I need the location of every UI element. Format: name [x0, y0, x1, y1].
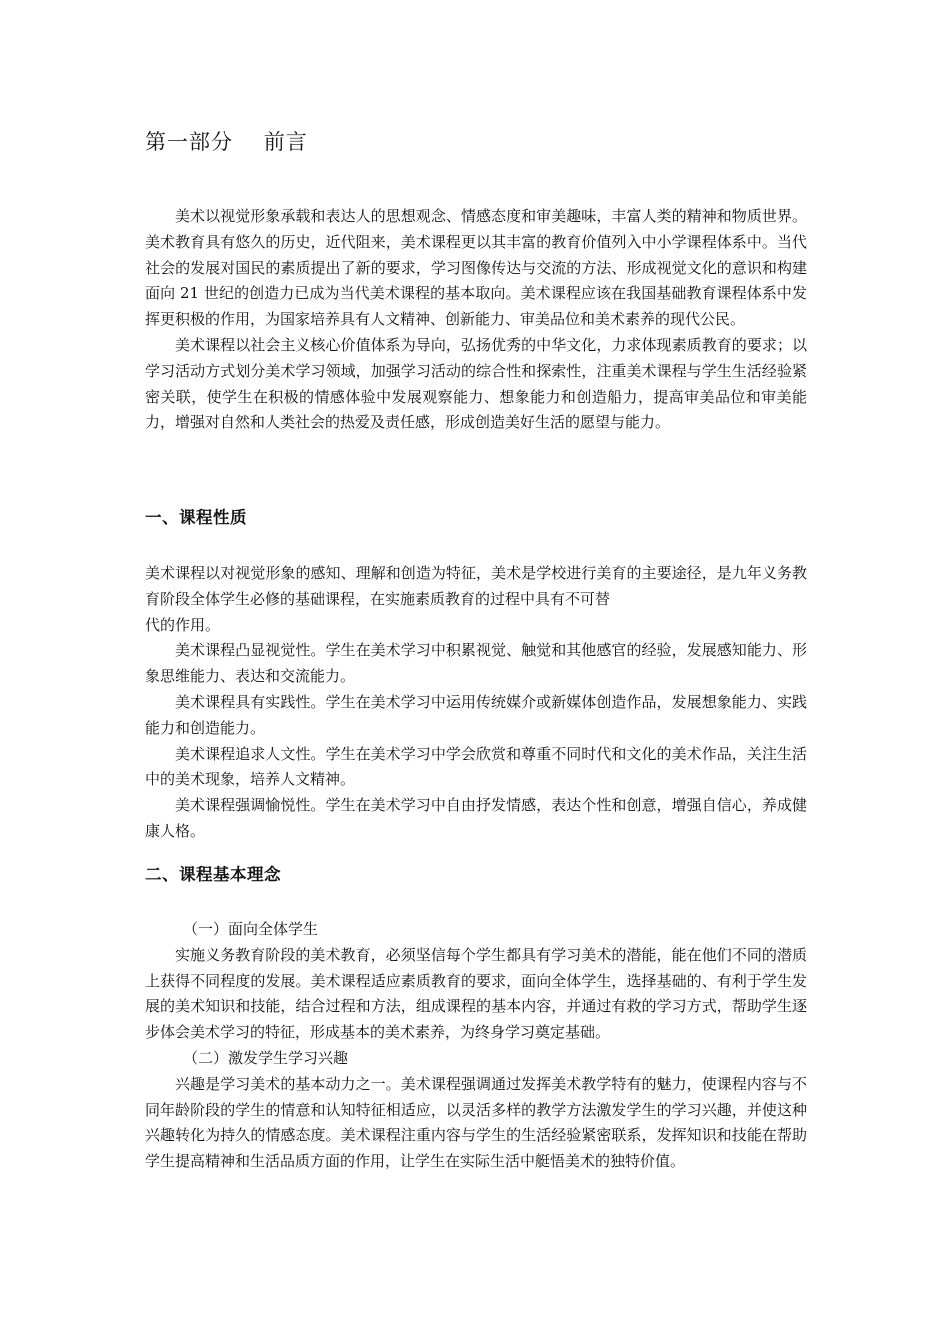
subsection-title: （二）激发学生学习兴趣 [183, 1048, 349, 1067]
nature-lead-line: 美术课程以对视觉形象的感知、理解和创造为特征，美术是学校进行美育的主要途径，是九年义务教育阶段全体学生必修的基础课程，在实施素质教育的过程中具有不可替 [145, 564, 807, 608]
subsection-paragraph: 兴趣是学习美术的基本动力之一。美术课程强调通过发挥美术教学特有的魅力，使课程内容与不同年龄阶段的学生的情意和认知特征相适应，以灵活多样的教学方法激发学生的学习兴趣，并使这种兴趣转化为持久的情感态度。美术课程注重内容与学生的生活经验紧密联系，发挥知识和技能在帮助学生提高精神和生活品质方面的作用，让学生在实际生活中艇悟美术的独特价值。 [145, 1074, 807, 1171]
intro-paragraph: 美术课程以社会主义核心价值体系为导向，弘扬优秀的中华文化，力求体现素质教育的要求；以学习活动方式划分美术学习领域，加强学习活动的综合性和探索性，注重美术课程与学生生活经验紧密关联，使学生在积极的情感体验中发展观察能力、想象能力和创造船力，提高审美品位和审美能力，增强对自然和人类社会的热爱及责任感，形成创造美好生活的愿望与能力。 [145, 335, 807, 432]
part-title: 第一部分 前言 [145, 130, 308, 154]
nature-paragraph: 美术课程凸显视觉性。学生在美术学习中积累视觉、触觉和其他感官的经验，发展感知能力、形象思维能力、表达和交流能力。 [145, 641, 807, 686]
intro-paragraph: 美术以视觉形象承载和表达人的思想观念、情感态度和审美趣味，丰富人类的精神和物质世界。美术教育具有悠久的历史，近代阻来，美术课程更以其丰富的教育价值列入中小学课程体系中。当代社会的发展对国民的素质提出了新的要求，学习图像传达与交流的方法、形成视觉文化的意识和构建面向 21 世纪的创造力已成为当代美术课程的基本取向。美术课程应该在我国基础教育课程体系中发挥更积极的作用，为国家培养具有人文精神、创新能力、审美品位和美术素养的现代公民。 [145, 207, 807, 329]
nature-paragraph: 美术课程强调愉悦性。学生在美术学习中自由抒发情感，表达个性和创意，增强自信心，养成健康人格。 [145, 796, 807, 840]
nature-paragraph: 美术课程追求人文性。学生在美术学习中学会欣赏和尊重不同时代和文化的美术作品，关注生活中的美术现象，培养人文精神。 [145, 744, 807, 789]
nature-paragraph: 美术课程具有实践性。学生在美术学习中运用传统媒介或新媒体创造作品，发展想象能力、实践能力和创造能力。 [145, 692, 807, 737]
section-heading-nature: 一、课程性质 [145, 508, 247, 527]
subsection-paragraph: 实施义务教育阶段的美术教育，必须坚信每个学生都具有学习美术的潜能，能在他们不同的潜质上获得不同程度的发展。美术课程适应素质教育的要求，面向全体学生，选择基础的、有利于学生发展的美术知识和技能，结合过程和方法，组成课程的基本内容，并通过有救的学习方式，帮助学生逐步体会美术学习的特征，形成基本的美术素养，为终身学习奠定基础。 [145, 945, 807, 1042]
course-principles-section [145, 917, 807, 1175]
section-heading-principles: 二、课程基本理念 [145, 865, 281, 884]
course-nature-section [145, 561, 807, 845]
subsection-title: （一）面向全体学生 [183, 920, 319, 938]
intro-section [145, 204, 807, 436]
nature-lead-line-end: 代的作用。 [145, 615, 221, 634]
